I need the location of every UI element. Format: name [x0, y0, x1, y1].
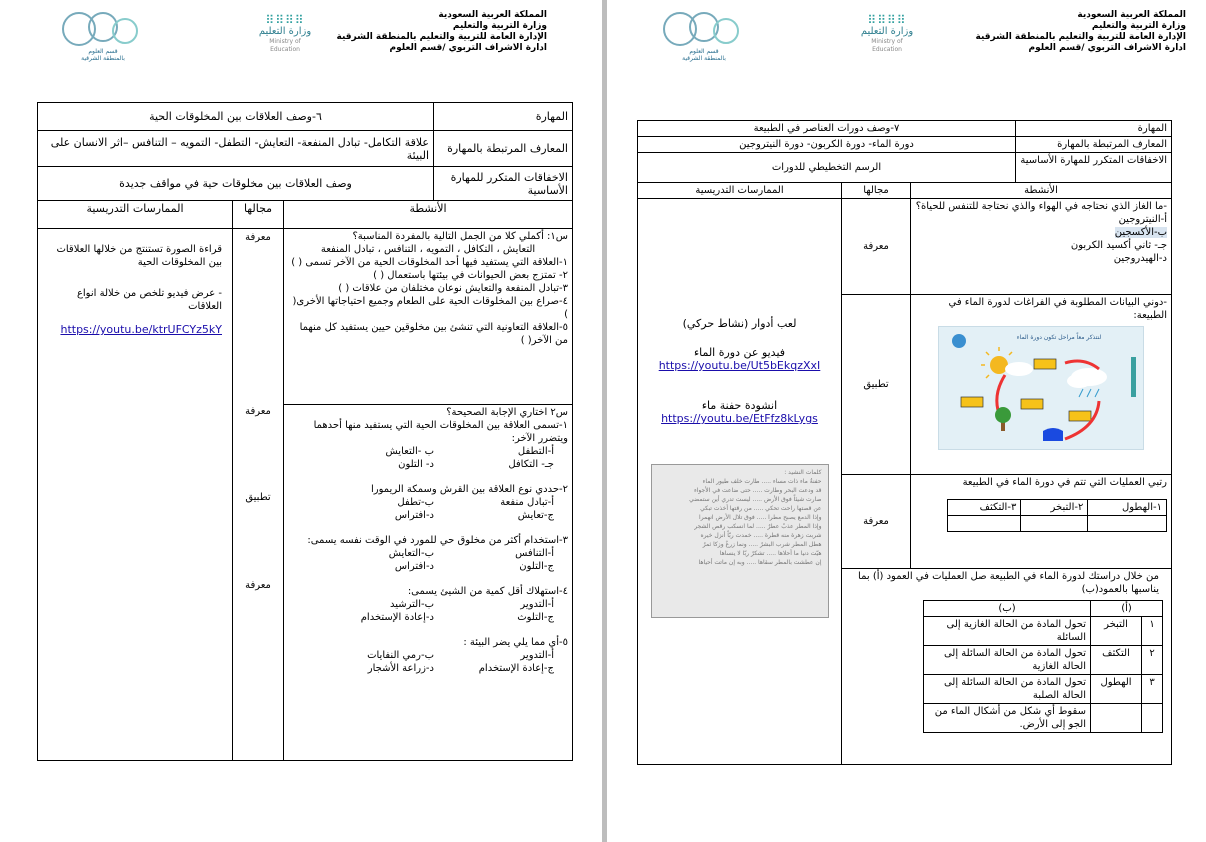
domains-cell [233, 229, 284, 761]
q2-option: ب-تطفل [397, 497, 434, 508]
poem-title: كلمات النشيد : [784, 469, 822, 476]
domain-label: تطبيق [245, 492, 271, 503]
practices-cell [638, 199, 842, 765]
domain-label: معرفة [842, 199, 911, 295]
match-definition: تحول المادة من الحالة السائلة إلى الحالة الصلبة [924, 675, 1091, 704]
q2-title: س٢ اختاري الإجابة الصحيحة؟ [446, 407, 568, 418]
q2-stem: ١-تسمى العلاقة بين المخلوقات الحية التي يستفيد منها أحدهما ويتضرر الآخر: [313, 420, 568, 444]
col-domains: مجالها [233, 201, 284, 229]
q2-option: ج-تعايش [517, 510, 554, 521]
knowledge-label: المعارف المرتبطة بالمهارة [1016, 137, 1172, 153]
q2-stem: ٢-حددي نوع العلاقة بين القرش وسمكة الريمورا [370, 484, 568, 495]
match-definition: تحول المادة من الحالة الغازية إلى السائلة [924, 617, 1091, 646]
water-cycle-diagram [938, 326, 1144, 450]
q2-option: ج-التلون [519, 561, 554, 572]
q2-option: ب-الترشيد [389, 599, 434, 610]
practice-text: فيديو عن دورة الماء [693, 346, 786, 359]
order-answer-cell[interactable] [1021, 516, 1088, 532]
domain-label: معرفة [245, 580, 271, 591]
activity-q1 [284, 229, 573, 405]
match-definition: سقوط أي شكل من أشكال الماء من الجو إلى الأرض. [924, 704, 1091, 733]
activity-match [842, 569, 1172, 765]
order-answer-cell[interactable] [948, 516, 1021, 532]
poem-line: حفنةٌ ماء ذات مساء ..... طارت خلف طيور الماء [702, 478, 822, 485]
match-table [923, 600, 1163, 733]
knowledge-value: علاقة التكامل- تبادل المنفعة- التعايش- التطفل- التمويه – التنافس –اثر الانسان على البيئة [38, 131, 434, 167]
header-line: وزارة التربية والتعليم [452, 21, 547, 31]
activity-question: -ما الغاز الذي نحتاجه في الهواء والذي نحتاجة للتنفس للحياة؟ [915, 201, 1167, 212]
skill-label: المهارة [434, 103, 573, 131]
q2-option: ب-رمي النفايات [367, 650, 434, 661]
option-highlighted: ب-الأكسجين [1114, 227, 1167, 238]
moe-logo: ⠿⠿⠿⠿ وزارة التعليم Ministry of Education [258, 13, 312, 53]
match-term: الهطول [1091, 675, 1142, 704]
poem-line: قد ودعت البحر وطارت ..... حتى ضاعت في الأجواء [693, 487, 822, 494]
moe-logo: ⠿⠿⠿⠿ وزارة التعليم Ministry of Education [860, 13, 914, 53]
col-activities: الأنشطة [284, 201, 573, 229]
order-header: ٣-التكثف [948, 500, 1021, 516]
match-num: ١ [1142, 617, 1163, 646]
failures-label: الاخفاقات المتكرر للمهارة الأساسية [434, 167, 573, 201]
header-line: الإدارة العامة للتربية والتعليم بالمنطقة الشرقية [975, 32, 1186, 42]
failures-value: الرسم التخطيطي للدورات [638, 153, 1016, 183]
activity-water-cycle [911, 295, 1172, 475]
q2-option: ب-التعايش [388, 548, 434, 559]
col-activities: الأنشطة [911, 183, 1172, 199]
match-col-a: (أ) [1091, 601, 1163, 617]
q2-option: ب -التعايش [385, 446, 434, 457]
poem-line: صارت شيئاً فوق الأرض ..... ليست تدري أين ستمضي [689, 496, 822, 503]
domain-label: معرفة [245, 232, 271, 243]
q2-stem: ٥-أي مما يلي يضر البيئة : [463, 637, 568, 648]
order-header: ٢-التبخر [1021, 500, 1088, 516]
option: د-الهيدروجين [1113, 253, 1167, 264]
match-term: التبخر [1091, 617, 1142, 646]
header-line: الإدارة العامة للتربية والتعليم بالمنطقة الشرقية [336, 32, 547, 42]
q2-option: د-إعادة الإستخدام [360, 612, 434, 623]
q2-option: أ-التدوير [520, 599, 554, 610]
failures-label: الاخفاقات المتكرر للمهارة الأساسية [1016, 153, 1172, 183]
poem-line: وإذا المطر عذبٌ عطرٌ ..... لما انسكب رقص الشجر [694, 523, 822, 530]
q2-option: د- التلون [398, 459, 434, 470]
diagram-title: لنتذكر معاً مراحل تكون دورة الماء [1016, 334, 1102, 341]
header-text [337, 10, 547, 54]
q2-option: د-افتراس [394, 561, 434, 572]
domain-label: معرفة [245, 406, 271, 417]
order-answer-cell[interactable] [1088, 516, 1167, 532]
match-term: التكثف [1091, 646, 1142, 675]
option: جـ- ثاني أكسيد الكربون [1070, 240, 1167, 251]
header-text [976, 10, 1186, 54]
skill-value: ٧-وصف دورات العناصر في الطبيعة [638, 121, 1016, 137]
poem-line: إن عطشت بالمطر سقاها ..... وبه إن ماتت أحياها [698, 559, 822, 566]
q2-option: ج-إعادة الإستخدام [478, 663, 554, 674]
header-line: المملكة العربية السعودية [438, 10, 547, 20]
q1-item: ١-العلاقة التي يستفيد فيها أحد المخلوقات الحية من الآخر تسمى ( ) [291, 257, 568, 268]
poem-line: شربت زهرة منه قطرة ..... خمدت ربّاً أنزل خيره [700, 532, 822, 539]
water-cycle-illustration [939, 327, 1143, 449]
poem-line: هيّت دنيا ما أحلاها ..... تشكرُ ربّا لا ينساها [719, 550, 822, 557]
header-line: المملكة العربية السعودية [1077, 10, 1186, 20]
practice-text: قراءة الصورة تستنتج من خلالها العلاقات بين المخلوقات الحية [56, 244, 222, 268]
col-domains: مجالها [842, 183, 911, 199]
q1-item: ٢- تمتزج بعض الحيوانات في بيئتها باستعمال ( ) [373, 270, 568, 281]
activity-order [911, 475, 1172, 569]
skill-label: المهارة [1016, 121, 1172, 137]
match-col-b: (ب) [924, 601, 1091, 617]
q2-option: أ-التدوير [520, 650, 554, 661]
failures-value: وصف العلاقات بين مخلوقات حية في مواقف جديدة [38, 167, 434, 201]
practice-text: - عرض فيديو تلخص من خلالة انواع العلاقات [76, 288, 222, 312]
q2-option: ج-التلوث [517, 612, 554, 623]
match-definition: تحول المادة من الحالة السائلة إلى الحالة الغازية [924, 646, 1091, 675]
header-line: وزارة التربية والتعليم [1091, 21, 1186, 31]
poem-line: عن قصتها راحت تحكي ..... من رقتها أخذت تبكي [700, 505, 822, 512]
skill-value: ٦-وصف العلاقات بين المخلوقات الحية [38, 103, 434, 131]
order-header: ١-الهطول [1088, 500, 1167, 516]
page-skill-6: المملكة العربية السعودية وزارة التربية والتعليم الإدارة العامة للتربية والتعليم بالمنطقة الشرقية ادارة الاشراف التربوي /قسم العلوم ⠿⠿⠿⠿ وزارة التعليم Ministry of Education قسم العلوم بالمنطقة الشرقية المهارة ٦-وصف العلاقات بين المخلوقات الحية المعارف المرتبطة بالمهارة علاقة التكامل- تبادل المنفعة- التعايش- التطفل- التمويه – التنافس –اثر الانسان على البيئة الاخفاقات المتكرر للمهارة الأساسية وصف العلاقات بين مخلوقات حية في مواقف جديدة الأنشطة مجالها الممارسات التدريسية س١: أكملي كلا من الجمل التالية بالمفردة المناسبة؟ التعايش ، التكافل ، التمويه ، التنافس ، تبادل المنفعة ١-العلاقة التي يستفيد فيها أحد المخلوقات الحية من الآخر تسمى ( ) ٢- تمتزج بعض الحيوانات في بيئتها باستعمال ( ) ٣-تبادل المنفعة والتعايش نوعان مختلفان من علاقات ( ) ٤-صراع بين المخلوقات الحية على الطعام وجميع احتياجاتها الأخرى( ) ٥-العلاقة التعاونية التي تنشئ بين مخلوقين حيين يستفيد كل منهما من الآخر( ) معرفة معرفة تطبيق معرفة قراءة الصورة تستنتج من خلالها العلاقات بين المخلوقات الحية - عرض فيديو تلخص من خلالة انواع العلاقات https://youtu.be/ktrUFCYz5kY س٢ اختاري الإجابة الصحيحة؟ ١-تسمى العلاقة بين المخلوقات الحية التي يستفيد منها أحدهما ويتضرر الآخر: أ-التطفل ب -التعايش جـ- التكافل د- التلون ٢-حددي نوع العلاقة بين القرش وسمكة الريمورا أ-تبادل منفعة ب-تطفل ج-تعايش د-افتراس ٣-استخدام أكثر من مخلوق حي للمورد في الوقت نفسه يسمى: أ-التنافس ب-التعايش ج-التلون د-افتراس ٤-استهلاك أقل كمية من الشيئ يسمى: أ-التدوير ب-الترشيد ج-التلوث د-إعادة الإستخدام ٥-أي مما يلي يضر البيئة : أ-التدوير ب-رمي النفايات ج-إعادة الإستخدام د-زراعة الأشجار [0, 0, 602, 842]
video-link[interactable]: https://youtu.be/ktrUFCYz5kY [60, 323, 222, 336]
page-skill-7: المملكة العربية السعودية وزارة التربية والتعليم الإدارة العامة للتربية والتعليم بالمنطقة الشرقية ادارة الاشراف التربوي /قسم العلوم ⠿⠿⠿⠿ وزارة التعليم Ministry of Education قسم العلوم بالمنطقة الشرقية المهارة ٧-وصف دورات العناصر في الطبيعة المعارف المرتبطة بالمهارة دورة الماء- دورة الكربون- دورة النيتروجين الاخفاقات المتكرر للمهارة الأساسية الرسم التخطيطي للدورات الأنشطة مجالها الممارسات التدريسية -ما الغاز الذي نحتاجه في الهواء والذي نحتاجة للتنفس للحياة؟ أ-النيتروجين ب-الأكسجين جـ- ثاني أكسيد الكربون د-الهيدروجين معرفة لعب أدوار (نشاط حركي) فيديو عن دورة الماء https://youtu.be/Ut5bEkqzXxI انشودة حفنة ماء https://youtu.be/EtFfz8kLygs كلمات النشيد : حفنةٌ ماء ذات مساء ..... طارت خلف طيور الماء قد ودعت البحر وطارت ..... حتى ضاعت في الأجواء صارت شيئاً فوق الأرض ..... ليست تدري أين ستمضي عن قصتها راحت تحكي ..... من رقتها أخذت تبكي وإذا الدمع يصبح مطرا ..... فوق تلال الأرض انهمرا وإذا المطر عذبٌ عطرٌ ..... لما انسكب رقص الشجر شربت زهرة منه قطرة ..... خمدت ربّاً أنزل خيره هطل المطر شرب البشرُ ..... ونما زرعٌ وزكا ثمرُ هيّت دنيا ما أحلاها ..... تشكرُ ربّا لا ينساها إن عطشت بالمطر سقاها ..... وبه إن ماتت أحياها -دوني البيانات المطلوبة في الفراغات لدورة الماء في الطبيعة: لنتذكر معاً مراحل تكون دورة الماء تطبيق رتبي العمليات التي تتم في دورة الماء في الطبيعة ١-الهطول ٢-التبخر ٣-التكثف معرفة من خلال دراستك لدورة الماء في الطبيعة صل العمليات في العمود (أ) بما يناسبها بالعمود(ب) (أ) (ب) ١ التبخر تحول المادة من الحالة الغازية إلى السائلة ٢ التكثف تحول المادة من الحالة السائلة إلى الحالة الغازية ٣ الهطول تحول المادة من الحالة السائلة إلى الحالة الصلبة سقوط أي شكل من أشكال الماء من الجو إلى الأرض. [607, 0, 1206, 842]
activity-q2 [284, 405, 573, 761]
match-num: ٣ [1142, 675, 1163, 704]
order-table [947, 499, 1167, 532]
activity-question: رتبي العمليات التي تتم في دورة الماء في الطبيعة [962, 477, 1167, 488]
activity-question: من خلال دراستك لدورة الماء في الطبيعة صل العمليات في العمود (أ) بما يناسبها بالعمود(ب) [858, 571, 1159, 595]
practices-cell [38, 229, 233, 761]
q1-item: ٤-صراع بين المخلوقات الحية على الطعام وجميع احتياجاتها الأخرى( ) [292, 296, 568, 320]
domain-label: معرفة [842, 475, 911, 569]
match-num [1142, 704, 1163, 733]
q2-option: د-افتراس [394, 510, 434, 521]
header-line: ادارة الاشراف التربوي /قسم العلوم [1028, 43, 1186, 53]
header-line: ادارة الاشراف التربوي /قسم العلوم [389, 43, 547, 53]
q1-words: التعايش ، التكافل ، التمويه ، التنافس ، تبادل المنفعة [320, 244, 536, 255]
knowledge-label: المعارف المرتبطة بالمهارة [434, 131, 573, 167]
q1-item: ٥-العلاقة التعاونية التي تنشئ بين مخلوقين حيين يستفيد كل منهما من الآخر( ) [299, 322, 568, 346]
q1-item: ٣-تبادل المنفعة والتعايش نوعان مختلفان من علاقات ( ) [338, 283, 568, 294]
q2-stem: ٣-استخدام أكثر من مخلوق حي للمورد في الوقت نفسه يسمى: [307, 535, 568, 546]
q2-option: أ-التطفل [517, 446, 554, 457]
match-term [1091, 704, 1142, 733]
knowledge-value: دورة الماء- دورة الكربون- دورة النيتروجين [638, 137, 1016, 153]
poem-image [651, 464, 829, 618]
q1-title: س١: أكملي كلا من الجمل التالية بالمفردة المناسبة؟ [352, 231, 568, 242]
match-num: ٢ [1142, 646, 1163, 675]
q2-option: أ-تبادل منفعة [500, 497, 554, 508]
domain-label: تطبيق [842, 295, 911, 475]
q2-option: جـ- التكافل [508, 459, 554, 470]
option: أ-النيتروجين [1118, 214, 1167, 225]
activity-gas [911, 199, 1172, 295]
practice-text: انشودة حفنة ماء [701, 399, 778, 412]
poem-line: وإذا الدمع يصبح مطرا ..... فوق تلال الأرض انهمرا [699, 514, 822, 521]
q2-option: د-زراعة الأشجار [367, 663, 434, 674]
q2-option: أ-التنافس [515, 548, 554, 559]
practice-text: لعب أدوار (نشاط حركي) [682, 317, 797, 330]
skill-table [37, 102, 573, 761]
poem-line: هطل المطر شرب البشرُ ..... ونما زرعٌ وزكا ثمرُ [702, 541, 822, 548]
col-practices: الممارسات التدريسية [638, 183, 842, 199]
activity-question: -دوني البيانات المطلوبة في الفراغات لدورة الماء في الطبيعة: [948, 297, 1167, 321]
col-practices: الممارسات التدريسية [38, 201, 233, 229]
song-link[interactable]: https://youtu.be/EtFfz8kLygs [661, 412, 818, 425]
video-link[interactable]: https://youtu.be/Ut5bEkqzXxI [658, 359, 821, 372]
q2-stem: ٤-استهلاك أقل كمية من الشيئ يسمى: [407, 586, 568, 597]
skill-table [637, 120, 1172, 765]
